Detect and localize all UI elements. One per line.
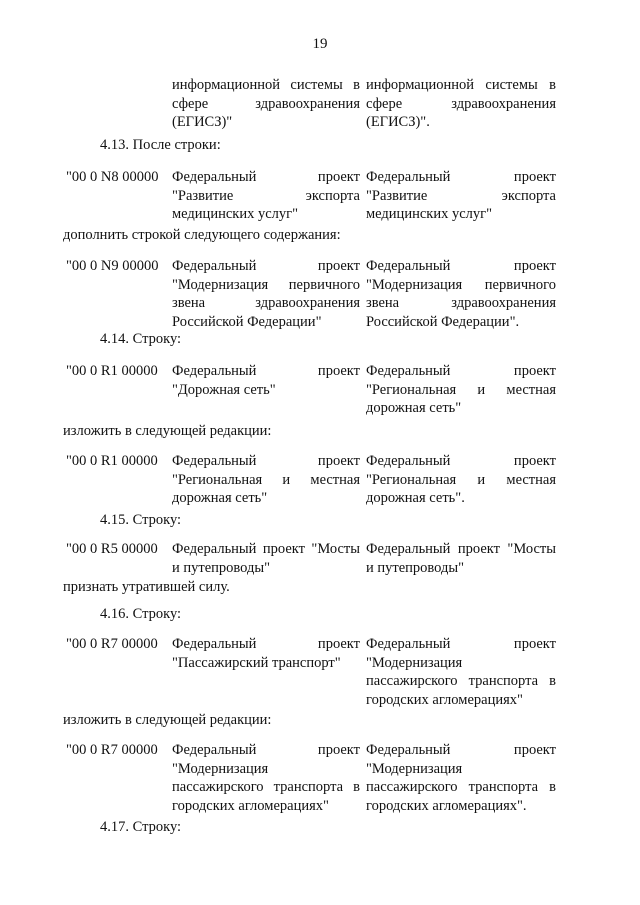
new-wording-cell <box>366 741 556 815</box>
text-line: и путепроводы" <box>172 559 271 576</box>
budget-code: "00 0 R5 00000 <box>66 541 158 557</box>
text-line: Федеральный проект <box>366 636 556 652</box>
text-line: медицинских услуг" <box>172 206 298 222</box>
old-wording-cell <box>172 635 360 672</box>
new-wording-cell <box>366 76 556 132</box>
text-line: городских агломерациях" <box>366 691 523 708</box>
text-line: "Пассажирский транспорт" <box>172 654 341 671</box>
text-line: информационной системы в <box>366 77 556 93</box>
budget-code: "00 0 R1 00000 <box>66 363 158 379</box>
text-line: дорожная сеть". <box>366 490 465 506</box>
text-line: "Дорожная сеть" <box>172 381 276 398</box>
text-line: сфере здравоохранения <box>366 95 556 112</box>
text-line: "Модернизация первичного <box>366 276 556 293</box>
text-line: Федеральный проект <box>172 363 360 379</box>
text-line: Федеральный проект <box>172 636 360 652</box>
new-wording-cell <box>366 452 556 508</box>
text-line: сфере здравоохранения <box>172 95 360 112</box>
old-wording-cell <box>172 257 360 331</box>
text-line: Федеральный проект <box>172 258 360 274</box>
text-line: Российской Федерации". <box>366 313 520 330</box>
section-heading: 4.13. После строки: <box>100 137 221 153</box>
text-line: пассажирского транспорта в <box>366 779 556 795</box>
instruction-text: признать утратившей силу. <box>63 579 230 595</box>
text-line: Федеральный проект "Мосты <box>366 541 556 557</box>
text-line: Федеральный проект <box>172 453 360 469</box>
text-line: пассажирского транспорта в <box>172 779 360 795</box>
text-line: дорожная сеть" <box>172 490 268 506</box>
old-wording-cell <box>172 76 360 132</box>
text-line: "Модернизация <box>366 760 463 777</box>
budget-code: "00 0 R1 00000 <box>66 453 158 469</box>
text-line: Федеральный проект <box>172 169 360 185</box>
page-number: 19 <box>312 36 328 52</box>
text-line: "Региональная и местная <box>366 381 556 398</box>
old-wording-cell <box>172 741 360 815</box>
old-wording-cell <box>172 362 360 399</box>
text-line: дорожная сеть" <box>366 400 462 416</box>
instruction-text: дополнить строкой следующего содержания: <box>63 227 341 243</box>
new-wording-cell <box>366 168 556 224</box>
text-line: Федеральный проект <box>366 742 556 758</box>
text-line: Федеральный проект <box>366 169 556 185</box>
text-line: Федеральный проект <box>366 453 556 469</box>
budget-code: "00 0 R7 00000 <box>66 742 158 758</box>
new-wording-cell <box>366 635 556 709</box>
text-line: Федеральный проект <box>366 363 556 379</box>
text-line: Федеральный проект <box>172 742 360 758</box>
old-wording-cell <box>172 168 360 224</box>
section-heading: 4.16. Строку: <box>100 606 182 622</box>
instruction-text: изложить в следующей редакции: <box>63 423 272 439</box>
new-wording-cell <box>366 540 556 577</box>
budget-code: "00 0 N9 00000 <box>66 258 159 274</box>
text-line: звена здравоохранения <box>366 295 556 311</box>
text-line: "Развитие экспорта <box>172 187 360 204</box>
old-wording-cell <box>172 452 360 508</box>
text-line: пассажирского транспорта в <box>366 673 556 689</box>
text-line: медицинских услуг" <box>366 206 492 222</box>
text-line: Федеральный проект <box>366 258 556 274</box>
text-line: "Модернизация первичного <box>172 276 360 293</box>
text-line: информационной системы в <box>172 77 360 93</box>
text-line: городских агломерациях". <box>366 797 527 814</box>
text-line: и путепроводы" <box>366 559 465 576</box>
old-wording-cell <box>172 540 360 577</box>
text-line: (ЕГИСЗ)". <box>366 114 430 130</box>
text-line: Федеральный проект "Мосты <box>172 541 360 557</box>
text-line: звена здравоохранения <box>172 295 360 311</box>
text-line: "Модернизация <box>366 654 463 671</box>
text-line: "Развитие экспорта <box>366 187 556 204</box>
section-heading: 4.17. Строку: <box>100 819 182 835</box>
new-wording-cell <box>366 362 556 418</box>
instruction-text: изложить в следующей редакции: <box>63 712 272 728</box>
budget-code: "00 0 R7 00000 <box>66 636 158 652</box>
budget-code: "00 0 N8 00000 <box>66 169 159 185</box>
text-line: (ЕГИСЗ)" <box>172 114 233 130</box>
text-line: городских агломерациях" <box>172 797 329 814</box>
text-line: "Региональная и местная <box>172 471 360 488</box>
section-heading: 4.14. Строку: <box>100 331 182 347</box>
new-wording-cell <box>366 257 556 331</box>
section-heading: 4.15. Строку: <box>100 512 182 528</box>
text-line: "Модернизация <box>172 760 269 777</box>
text-line: Российской Федерации" <box>172 313 322 330</box>
text-line: "Региональная и местная <box>366 471 556 488</box>
